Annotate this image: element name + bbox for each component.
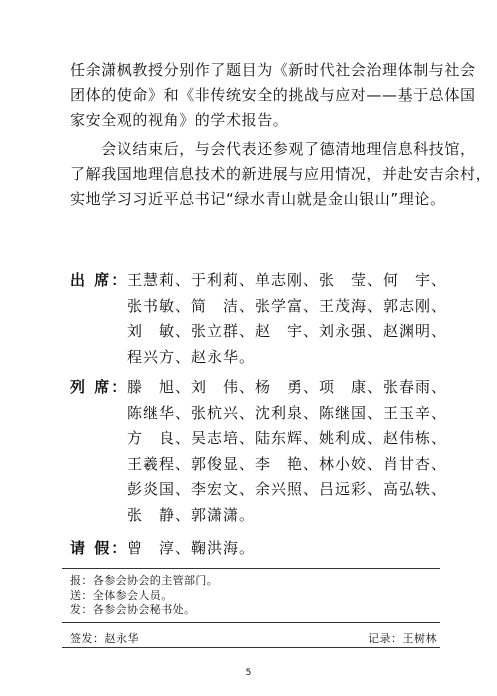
present-label: 出 席： xyxy=(70,271,129,289)
observers-names-line: 王羲程、郭俊显、李 艳、林小姣、肖甘杏、 xyxy=(127,454,448,473)
present-names-line: 刘 敏、张立群、赵 宇、刘永强、赵渊明、 xyxy=(127,322,448,340)
leave-label: 请 假： xyxy=(70,539,129,557)
paragraph-line: 任余潇枫教授分别作了题目为《新时代社会治理体制与社会 xyxy=(70,61,476,79)
paragraph-line: 家安全观的视角》的学术报告。 xyxy=(70,111,289,129)
present-names-line: 程兴方、赵永华。 xyxy=(127,347,256,366)
paragraph-line: 团体的使命》和《非传统安全的挑战与应对——基于总体国 xyxy=(70,86,476,104)
distribution-send-to: 送：全体参会人员。 xyxy=(70,588,173,602)
leave-names-line: 曾 淳、鞠洪海。 xyxy=(127,539,256,557)
attendance-observers xyxy=(70,375,450,528)
observers-label: 列 席： xyxy=(70,378,129,396)
observers-names-line: 方 良、吴志培、陆东辉、姚利成、赵伟栋、 xyxy=(127,429,448,447)
report-paragraph xyxy=(70,58,476,133)
divider-bottom xyxy=(62,647,440,648)
visit-paragraph xyxy=(70,137,492,212)
signoff: 签发：赵永华 xyxy=(70,632,139,645)
observers-names-line: 滕 旭、刘 伟、杨 勇、项 康、张春雨、 xyxy=(127,378,448,396)
present-names-line: 张书敏、简 洁、张学富、王茂海、郭志刚、 xyxy=(127,296,448,315)
attendance-present xyxy=(70,268,450,370)
distribution-list xyxy=(70,574,440,618)
divider-middle xyxy=(62,622,440,623)
distribution-report-to: 报：各参会协会的主管部门。 xyxy=(70,574,219,587)
observers-names-line: 彭炎国、李宏文、余兴照、吕远彩、高弘轶、 xyxy=(127,480,448,498)
distribution-issue-to: 发：各参会协会秘书处。 xyxy=(70,603,196,616)
observers-names-line: 陈继华、张杭兴、沈利泉、陈继国、王玉辛、 xyxy=(127,403,448,422)
paragraph-line: 了解我国地理信息技术的新进展与应用情况，并赴安吉余村， xyxy=(70,165,492,183)
paragraph-line: 会议结束后，与会代表还参观了德清地理信息科技馆， xyxy=(70,140,476,158)
divider-top xyxy=(62,568,440,569)
recorder: 记录：王树林 xyxy=(368,632,437,645)
paragraph-line: 实地学习习近平总书记“绿水青山就是金山银山”理论。 xyxy=(70,190,446,208)
attendance-leave xyxy=(70,536,450,562)
page-number: 5 xyxy=(245,668,252,678)
present-names-line: 王慧莉、于利莉、单志刚、张 莹、何 宇、 xyxy=(127,271,448,289)
observers-names-line: 张 静、郭潇潇。 xyxy=(127,505,256,524)
